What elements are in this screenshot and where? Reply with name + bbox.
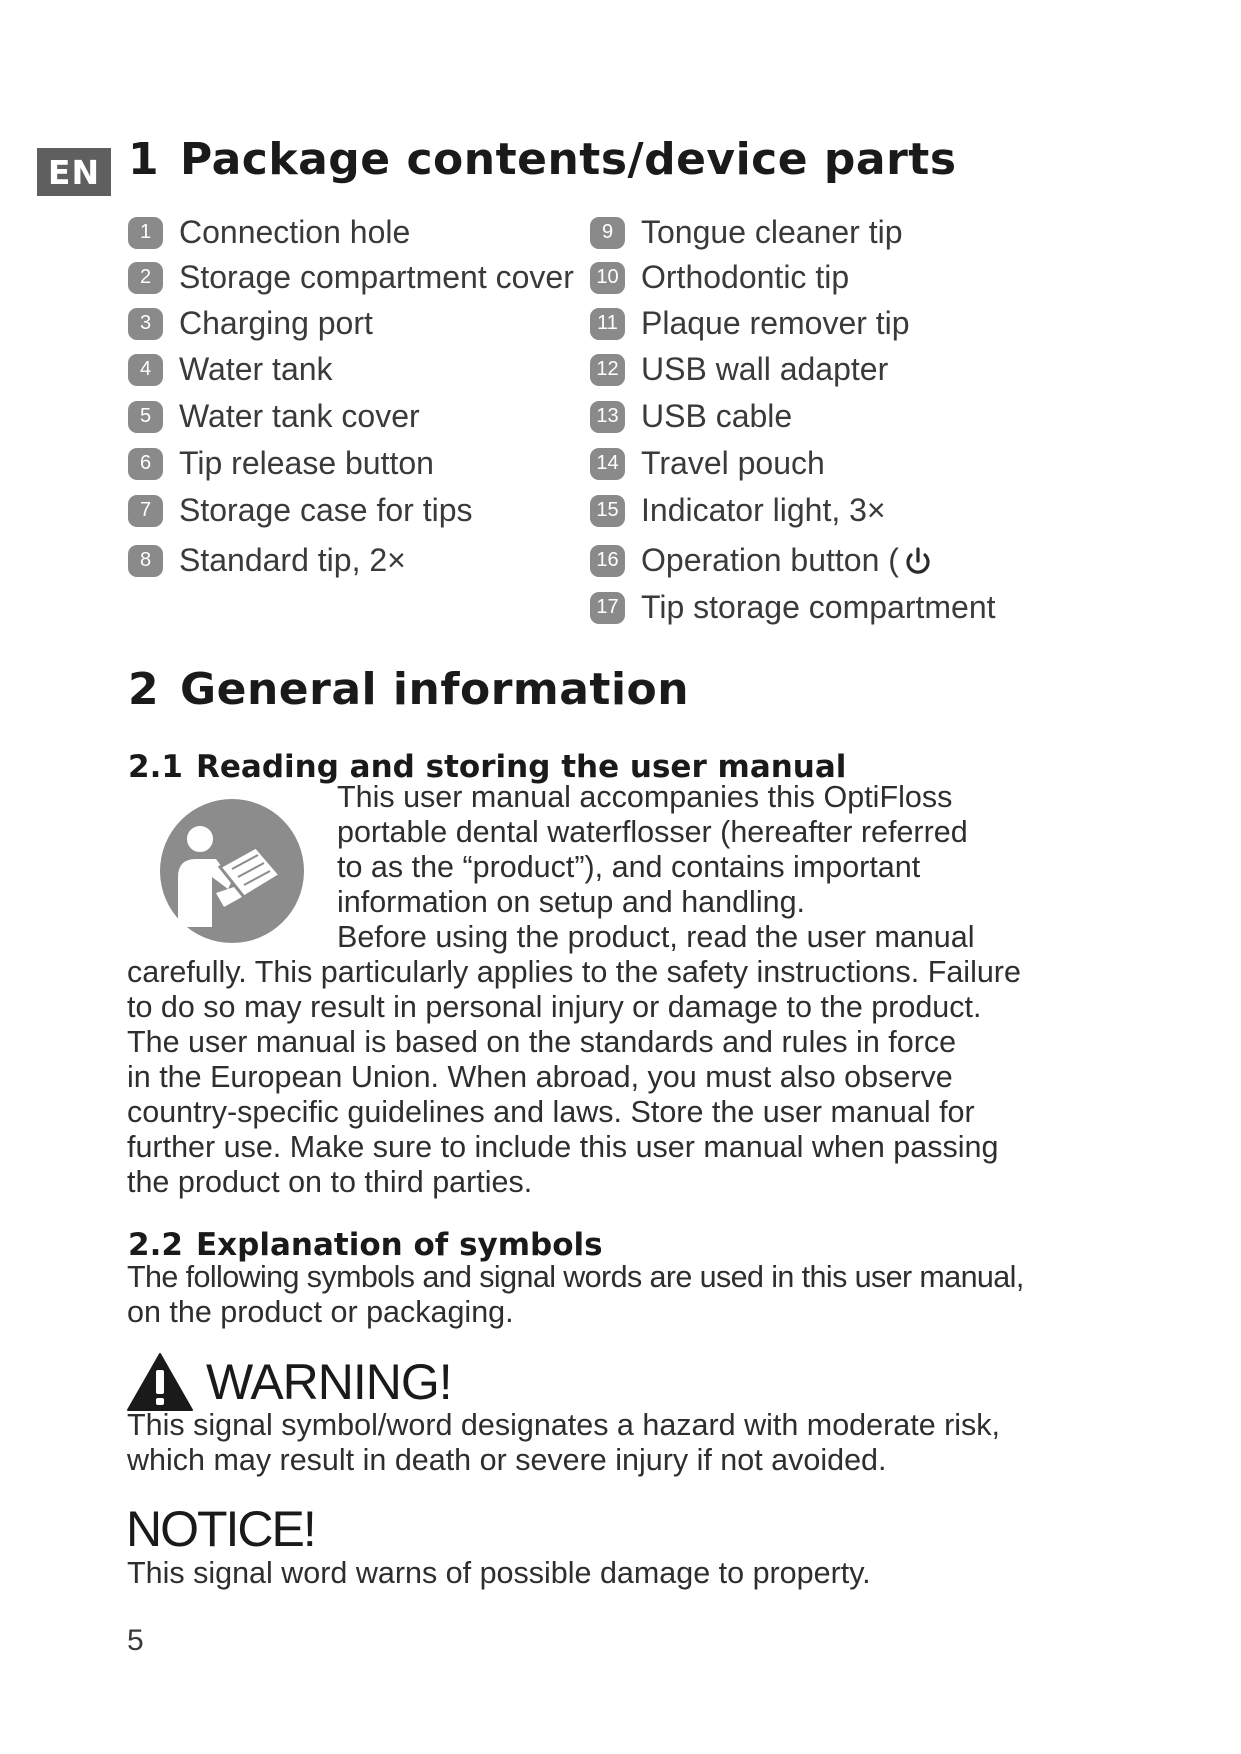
subsection-number: 2.1 <box>128 749 183 785</box>
symbols-intro-line: on the product or packaging. <box>127 1295 514 1329</box>
part-item <box>128 445 434 482</box>
part-number-badge: 7 <box>128 495 163 527</box>
section2-heading <box>128 664 689 715</box>
part-item <box>128 259 574 296</box>
subsection-number: 2.2 <box>128 1227 183 1263</box>
part-item <box>590 351 888 388</box>
language-tab: EN <box>37 148 111 196</box>
warning-triangle-icon <box>126 1352 194 1412</box>
part-item <box>128 398 420 435</box>
part-label: Storage case for tips <box>179 492 473 528</box>
paragraph-line: carefully. This particularly applies to the safety instructions. Failure <box>127 955 1021 989</box>
part-label: Storage compartment cover <box>179 259 574 295</box>
section2-title: General information <box>180 664 690 715</box>
part-label: Travel pouch <box>641 445 825 481</box>
part-label: Tip storage compartment <box>641 589 996 625</box>
section1-title: Package contents/device parts <box>180 134 957 185</box>
part-label: Water tank <box>179 351 333 387</box>
part-label: Standard tip, 2× <box>179 542 406 578</box>
part-item <box>590 305 910 342</box>
paragraph-line: to do so may result in personal injury or damage to the product. <box>127 990 982 1024</box>
part-item <box>590 445 825 482</box>
part-item <box>590 542 933 579</box>
part-item <box>128 492 472 529</box>
section2-number: 2 <box>128 664 160 715</box>
warning-desc-line: which may result in death or severe injury if not avoided. <box>127 1443 887 1477</box>
section1-number: 1 <box>128 134 160 185</box>
symbols-intro-line: The following symbols and signal words are used in this user manual, <box>127 1260 1024 1294</box>
part-number-badge: 8 <box>128 545 163 577</box>
paragraph-line: in the European Union. When abroad, you must also observe <box>127 1060 953 1094</box>
subsection-2-2-heading <box>128 1227 603 1263</box>
part-item <box>590 589 996 626</box>
part-item <box>590 492 886 529</box>
part-number-badge: 16 <box>590 545 625 577</box>
part-number-badge: 10 <box>590 262 625 294</box>
part-number-badge: 2 <box>128 262 163 294</box>
part-item <box>590 398 792 435</box>
part-number-badge: 17 <box>590 592 625 624</box>
part-number-badge: 3 <box>128 308 163 340</box>
part-label: Orthodontic tip <box>641 259 850 295</box>
part-number-badge: 5 <box>128 401 163 433</box>
paragraph-line: the product on to third parties. <box>127 1165 533 1199</box>
subsection-title: Explanation of symbols <box>196 1227 603 1263</box>
subsection-title: Reading and storing the user manual <box>196 749 847 785</box>
paragraph-line: portable dental waterflosser (hereafter referred <box>337 815 968 849</box>
part-item <box>590 214 903 251</box>
paragraph-line: country-specific guidelines and laws. Store the user manual for <box>127 1095 975 1129</box>
part-number-badge: 1 <box>128 217 163 249</box>
part-item <box>128 351 333 388</box>
paragraph-line: information on setup and handling. <box>337 885 805 919</box>
part-label: Connection hole <box>179 214 411 250</box>
read-manual-icon <box>158 797 306 945</box>
part-number-badge: 4 <box>128 354 163 386</box>
paragraph-line: Before using the product, read the user manual <box>337 920 975 954</box>
paragraph-line: This user manual accompanies this OptiFloss <box>337 780 953 814</box>
part-number-badge: 6 <box>128 448 163 480</box>
notice-desc: This signal word warns of possible damage to property. <box>127 1556 871 1590</box>
part-number-badge: 15 <box>590 495 625 527</box>
page-number: 5 <box>127 1624 144 1657</box>
power-icon <box>903 546 933 576</box>
part-number-badge: 14 <box>590 448 625 480</box>
part-item <box>128 305 373 342</box>
warning-label: WARNING! <box>206 1354 452 1410</box>
part-label: USB wall adapter <box>641 351 889 387</box>
warning-signal <box>126 1352 452 1412</box>
part-label: Water tank cover <box>179 398 420 434</box>
part-item <box>128 542 406 579</box>
part-label: Charging port <box>179 305 373 341</box>
part-number-badge: 13 <box>590 401 625 433</box>
paragraph-line: The user manual is based on the standards and rules in force <box>127 1025 957 1059</box>
part-label: USB cable <box>641 398 793 434</box>
part-label: Plaque remover tip <box>641 305 910 341</box>
notice-label: NOTICE! <box>126 1501 315 1557</box>
part-item <box>128 214 410 251</box>
paragraph-line: further use. Make sure to include this user manual when passing <box>127 1130 999 1164</box>
part-number-badge: 9 <box>590 217 625 249</box>
part-label: Tongue cleaner tip <box>641 214 903 250</box>
part-label: Indicator light, 3× <box>641 492 886 528</box>
part-label: Tip release button <box>179 445 434 481</box>
part-number-badge: 11 <box>590 308 625 340</box>
paragraph-line: to as the “product”), and contains important <box>337 850 921 884</box>
section1-heading <box>128 134 957 185</box>
part-label: Operation button ( <box>641 542 899 578</box>
part-number-badge: 12 <box>590 354 625 386</box>
part-item <box>590 259 849 296</box>
warning-desc-line: This signal symbol/word designates a hazard with moderate risk, <box>127 1408 1001 1442</box>
